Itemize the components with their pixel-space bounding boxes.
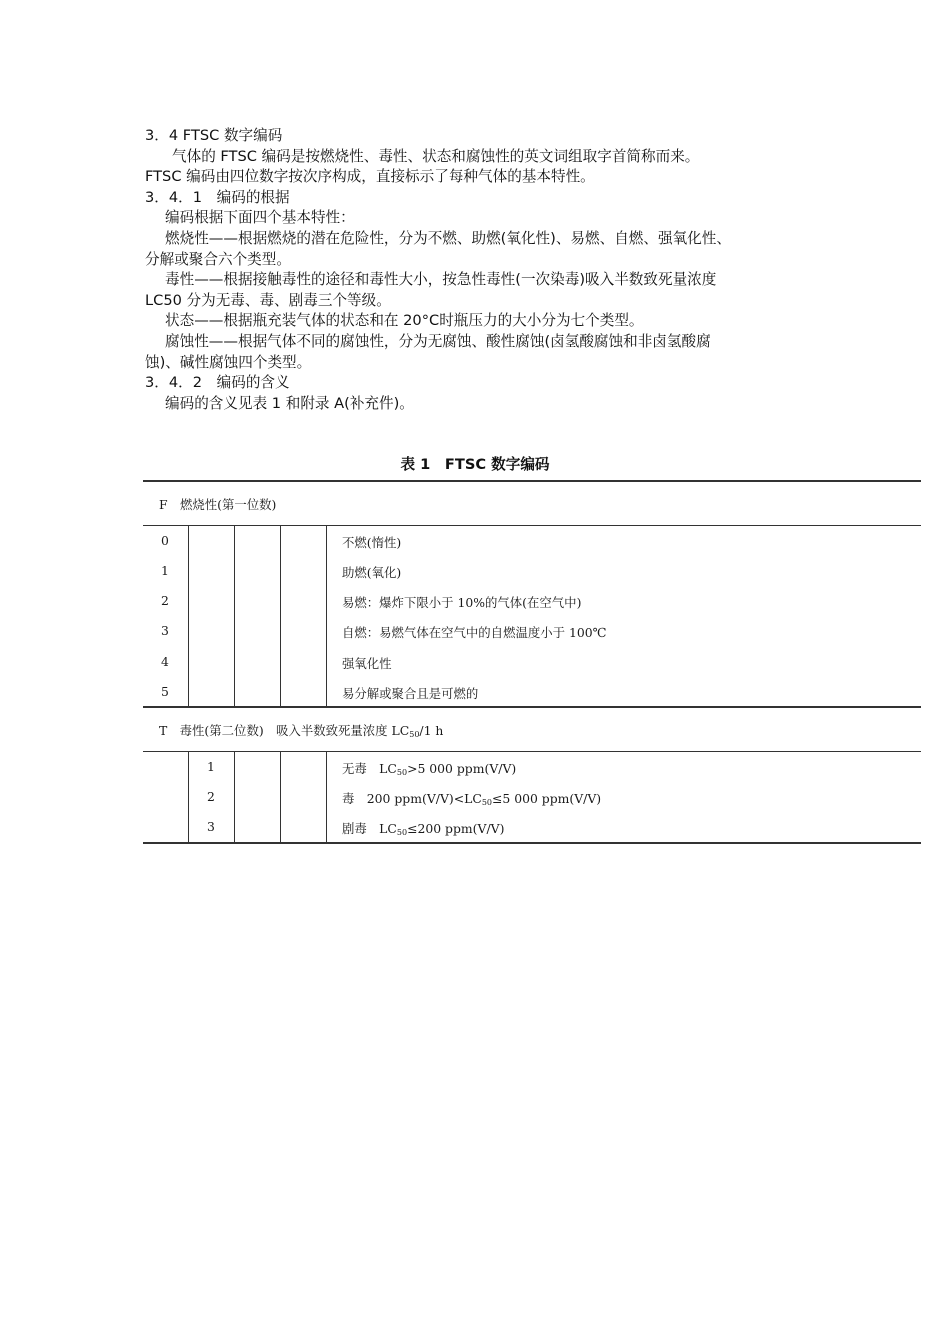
toxicity-header-suffix: /1 h	[419, 723, 444, 738]
t-code: 1	[207, 759, 215, 774]
intro-line-2: FTSC 编码由四位数字按次序构成，直接标示了每种气体的基本特性。	[145, 168, 595, 186]
table-rule-f-header	[143, 525, 921, 526]
f-code: 5	[161, 684, 169, 699]
table-rule-t-section	[143, 706, 921, 708]
f-description: 易燃：爆炸下限小于 10%的气体(在空气中)	[342, 595, 582, 610]
subsection-2-text: 编码的含义见表 1 和附录 A(补充件)。	[165, 394, 414, 412]
t-description	[342, 759, 516, 777]
table-col-line	[326, 525, 327, 706]
f-description: 强氧化性	[342, 656, 392, 671]
section-heading: 3．4 FTSC 数字编码	[145, 127, 283, 144]
table-col-line	[188, 525, 189, 706]
toxicity-line-1: 毒性——根据接触毒性的途径和毒性大小，按急性毒性(一次染毒)吸入半数致死量浓度	[165, 271, 717, 289]
t-code: 3	[207, 819, 215, 834]
f-description: 自燃：易燃气体在空气中的自燃温度小于 100℃	[342, 625, 607, 640]
table-col-line	[280, 525, 281, 706]
corrosion-line-2: 蚀)、碱性腐蚀四个类型。	[145, 353, 312, 371]
t-condition-pre: 200 ppm(V/V)<LC	[366, 791, 482, 806]
table-col-line	[280, 751, 281, 842]
t-condition-sub: 50	[481, 798, 492, 807]
table-title: 表 1 FTSC 数字编码	[400, 456, 550, 473]
toxicity-header-prefix: T 毒性(第二位数) 吸入半数致死量浓度 LC	[159, 723, 410, 738]
f-description: 易分解或聚合且是可燃的	[342, 686, 479, 701]
subsection-2-heading: 3．4．2 编码的含义	[145, 374, 290, 392]
flammability-line-1: 燃烧性——根据燃烧的潜在危险性，分为不燃、助燃(氧化性)、易燃、自燃、强氧化性、	[165, 229, 731, 247]
table-col-line	[326, 751, 327, 842]
f-code: 1	[161, 563, 169, 578]
t-condition: ≤200 ppm(V/V)	[407, 821, 505, 836]
section-body	[145, 126, 825, 414]
intro-line-1: 气体的 FTSC 编码是按燃烧性、毒性、状态和腐蚀性的英文词组取字首简称而来。	[172, 147, 700, 165]
corrosion-line-1: 腐蚀性——根据气体不同的腐蚀性，分为无腐蚀、酸性腐蚀(卤氢酸腐蚀和非卤氢酸腐	[165, 332, 711, 350]
f-code: 2	[161, 593, 169, 608]
table-col-line	[188, 751, 189, 842]
t-condition: ≤5 000 ppm(V/V)	[492, 791, 602, 806]
table-bottom-rule	[143, 842, 921, 844]
t-condition-sub: 50	[396, 828, 408, 837]
f-code: 3	[161, 623, 169, 638]
subsection-1-lead: 编码根据下面四个基本特性：	[165, 209, 355, 227]
t-condition: >5 000 ppm(V/V)	[407, 761, 517, 776]
t-description	[342, 819, 504, 837]
flammability-line-2: 分解或聚合六个类型。	[145, 250, 291, 268]
f-description: 不燃(惰性)	[342, 535, 402, 550]
f-description: 助燃(氧化)	[342, 565, 402, 580]
table-rule-t-header	[143, 751, 921, 752]
t-condition-pre: LC	[379, 761, 397, 776]
toxicity-header	[159, 721, 443, 739]
toxicity-header-sub: 50	[409, 730, 420, 739]
t-grade-name: 剧毒	[342, 821, 367, 836]
t-grade-name: 毒	[342, 791, 355, 806]
t-description	[342, 789, 601, 807]
toxicity-line-2: LC50 分为无毒、毒、剧毒三个等级。	[145, 291, 391, 309]
table-col-line	[234, 751, 235, 842]
f-code: 0	[161, 533, 169, 548]
subsection-1-heading: 3．4．1 编码的根据	[145, 188, 290, 206]
f-code: 4	[161, 654, 169, 669]
table-col-line	[234, 525, 235, 706]
table-top-rule	[143, 480, 921, 482]
t-code: 2	[207, 789, 215, 804]
t-condition-pre: LC	[379, 821, 397, 836]
state-line: 状态——根据瓶充装气体的状态和在 20°C时瓶压力的大小分为七个类型。	[165, 312, 644, 330]
t-grade-name: 无毒	[342, 761, 367, 776]
t-condition-sub: 50	[396, 768, 408, 777]
flammability-header: F 燃烧性(第一位数)	[159, 497, 277, 512]
